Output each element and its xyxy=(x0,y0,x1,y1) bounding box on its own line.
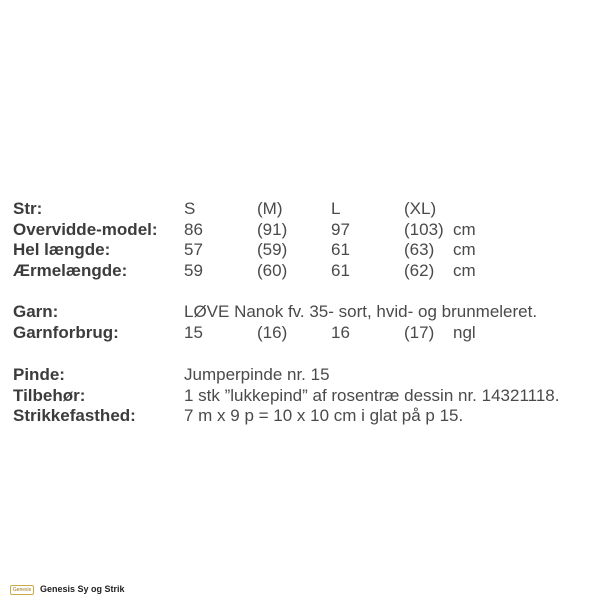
accessories-label: Tilbehør: xyxy=(13,386,86,405)
length-xl: (63) xyxy=(404,240,435,259)
sleeve-length-s: 59 xyxy=(184,261,203,280)
yarn-label: Garn: xyxy=(13,302,59,321)
brand-logo: Genesis xyxy=(10,585,34,595)
sizes-label: Str: xyxy=(13,199,43,218)
yarn-value: LØVE Nanok fv. 35- sort, hvid- og brunmeleret. xyxy=(184,302,538,321)
chest-width-xl: (103) xyxy=(404,220,444,239)
length-s: 57 xyxy=(184,240,203,259)
chest-width-l: 97 xyxy=(331,220,350,239)
chest-width-m: (91) xyxy=(257,220,288,239)
size-xl: (XL) xyxy=(404,199,437,218)
chest-width-unit: cm xyxy=(453,220,476,239)
yarn-usage-l: 16 xyxy=(331,323,350,342)
length-l: 61 xyxy=(331,240,350,259)
gauge-value: 7 m x 9 p = 10 x 10 cm i glat på p 15. xyxy=(184,406,464,425)
sleeve-length-m: (60) xyxy=(257,261,288,280)
length-m: (59) xyxy=(257,240,288,259)
needles-value: Jumperpinde nr. 15 xyxy=(184,365,330,384)
yarn-usage-m: (16) xyxy=(257,323,288,342)
yarn-usage-unit: ngl xyxy=(453,323,476,342)
brand-name: Genesis Sy og Strik xyxy=(40,584,125,594)
sleeve-length-label: Ærmelængde: xyxy=(13,261,128,280)
yarn-usage-s: 15 xyxy=(184,323,203,342)
needles-label: Pinde: xyxy=(13,365,65,384)
size-l: L xyxy=(331,199,341,218)
yarn-usage-label: Garnforbrug: xyxy=(13,323,119,342)
size-s: S xyxy=(184,199,196,218)
gauge-label: Strikkefasthed: xyxy=(13,406,136,425)
sleeve-length-unit: cm xyxy=(453,261,476,280)
yarn-usage-xl: (17) xyxy=(404,323,435,342)
sleeve-length-xl: (62) xyxy=(404,261,435,280)
size-m: (M) xyxy=(257,199,283,218)
chest-width-s: 86 xyxy=(184,220,203,239)
accessories-value: 1 stk ”lukkepind” af rosentræ dessin nr. 14321118. xyxy=(184,386,560,405)
length-label: Hel længde: xyxy=(13,240,111,259)
sleeve-length-l: 61 xyxy=(331,261,350,280)
length-unit: cm xyxy=(453,240,476,259)
chest-width-label: Overvidde-model: xyxy=(13,220,158,239)
